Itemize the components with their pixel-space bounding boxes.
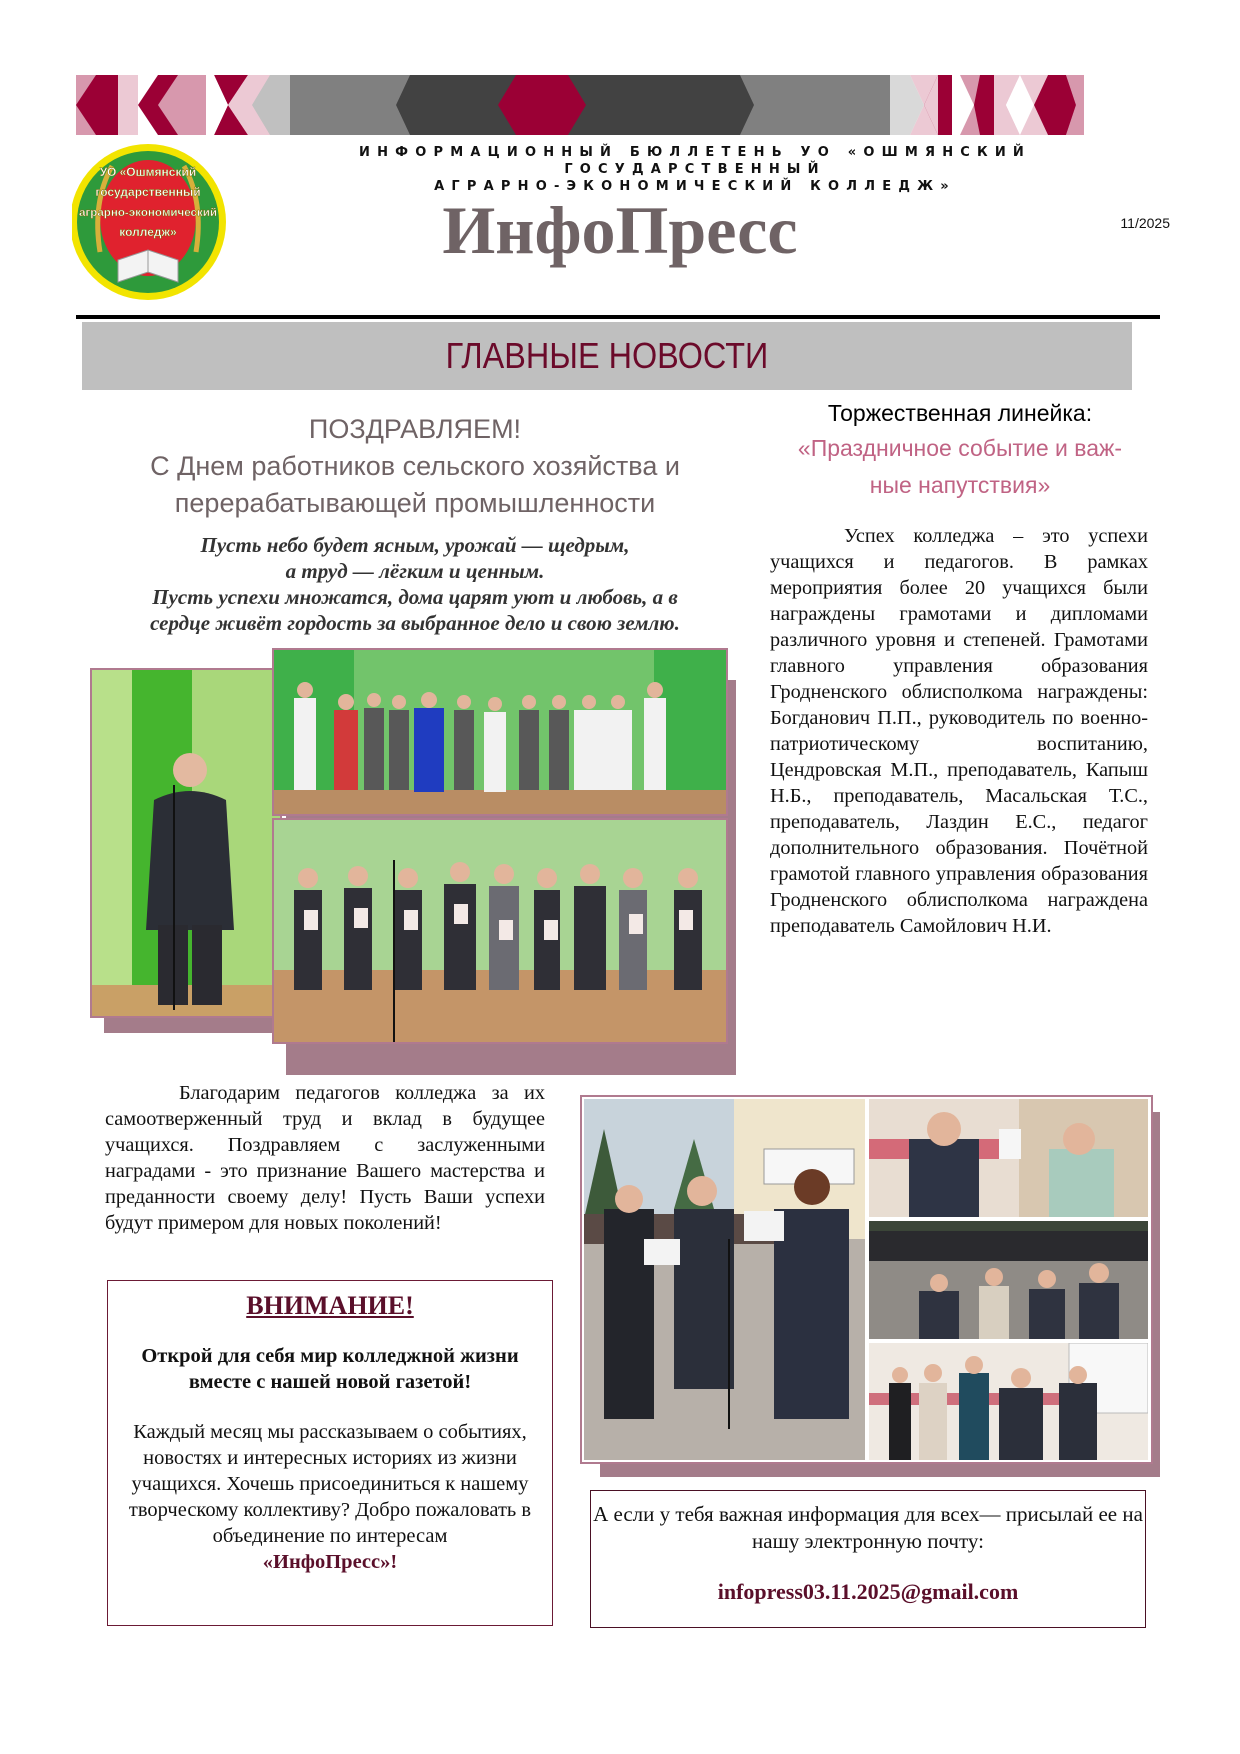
decorative-banner <box>76 75 1160 135</box>
section-title: ГЛАВНЫЕ НОВОСТИ <box>445 335 769 376</box>
issue-number: 11/2025 <box>1120 215 1170 231</box>
congrats-heading <box>90 410 740 522</box>
college-logo <box>72 132 252 312</box>
congrats-subtitle-line2: перерабатывающей промышленности <box>174 488 656 518</box>
masthead-subtitle-line2: АГРАРНО-ЭКОНОМИЧЕСКИЙ КОЛЛЕДЖ» <box>434 179 956 194</box>
photo-crowd <box>869 1221 1148 1339</box>
attention-title: ВНИМАНИЕ! <box>246 1291 414 1320</box>
thanks-text: Благодарим педагогов колледжа за их самоотверженный труд и вклад в будущее учащихся. Поздравляем с заслуженными наградами - это признание Вашего мастерства и преданности своему делу! Пусть Ваши успехи будут примером для новых поколений! <box>105 1082 545 1234</box>
contact-email-link[interactable]: infopress03.11.2025@gmail.com <box>717 1579 1019 1604</box>
logo-text-line4: колледж» <box>119 225 177 239</box>
photo-officials <box>869 1343 1148 1460</box>
contact-text: А если у тебя важная информация для всех— присылай ее на нашу электронную почту: <box>593 1502 1143 1553</box>
contact-box <box>590 1490 1146 1628</box>
event-heading <box>770 396 1150 504</box>
section-header <box>82 322 1132 390</box>
logo-text-line3: аграрно-экономический <box>79 207 217 219</box>
attention-box <box>107 1280 553 1626</box>
wish-line: сердце живёт гордость за выбранное дело и свою землю. <box>150 611 680 635</box>
photo-award-outdoor <box>584 1099 865 1460</box>
wish-line: а труд — лёгким и ценным. <box>285 559 545 583</box>
masthead-divider <box>76 315 1160 319</box>
congrats-title: ПОЗДРАВЛЯЕМ! <box>308 414 522 444</box>
newspaper-title: ИнфоПресс <box>442 192 798 268</box>
attention-body: Каждый месяц мы рассказываем о событиях, новостях и интересных историях из жизни учащихся. Хочешь присоединиться к нашему творческому коллективу? Добро пожаловать в объединение по интересам <box>128 1421 532 1547</box>
congrats-subtitle-line1: С Днем работников сельского хозяйства и <box>150 451 680 481</box>
masthead-subtitle <box>270 144 1120 195</box>
attention-brand: «ИнфоПресс»! <box>262 1551 398 1573</box>
event-subtitle-line1: «Праздничное событие и важ- <box>797 435 1123 461</box>
logo-text-line2: государственный <box>95 185 201 199</box>
wish-line: Пусть успехи множатся, дома царят уют и любовь, а в <box>152 585 678 609</box>
photo-speaker <box>90 668 282 1018</box>
photo-group-students <box>272 648 728 816</box>
event-subtitle-line2: ные напутствия» <box>869 472 1051 498</box>
masthead-subtitle-line1: ИНФОРМАЦИОННЫЙ БЮЛЛЕТЕНЬ УО «ОШМЯНСКИЙ ГОСУДАРСТВЕННЫЙ <box>358 145 1032 177</box>
logo-text-line1: УО «Ошмянский <box>99 165 197 179</box>
attention-lead: Открой для себя мир колледжной жизни вместе с нашей новой газетой! <box>141 1345 519 1393</box>
wish-line: Пусть небо будет ясным, урожай — щедрым, <box>200 533 630 557</box>
photo-speech <box>869 1099 1148 1217</box>
photo-awarded-teachers <box>272 818 728 1044</box>
event-article-text: Успех колледжа – это успехи учащихся и педагогов. В рамках мероприятия более 20 учащихся были награждены грамотами и дипломами различного уровня и степеней. Грамотами главного управления образования Гродненского облисполкома награждены: Богданович П.П., руководитель по военно-патриотическому воспитанию, Цендровская М.П., преподаватель, Капыш Н.Б., преподаватель, Масальская Т.С., преподаватель, Лаздин Е.С., педагог дополнительного образования. Почётной грамотой главного управления образования Гродненского облисполкома награждена преподаватель Самойлович Н.И. <box>770 525 1148 937</box>
event-title: Торжественная линейка: <box>827 400 1093 426</box>
congrats-wish <box>80 532 750 636</box>
